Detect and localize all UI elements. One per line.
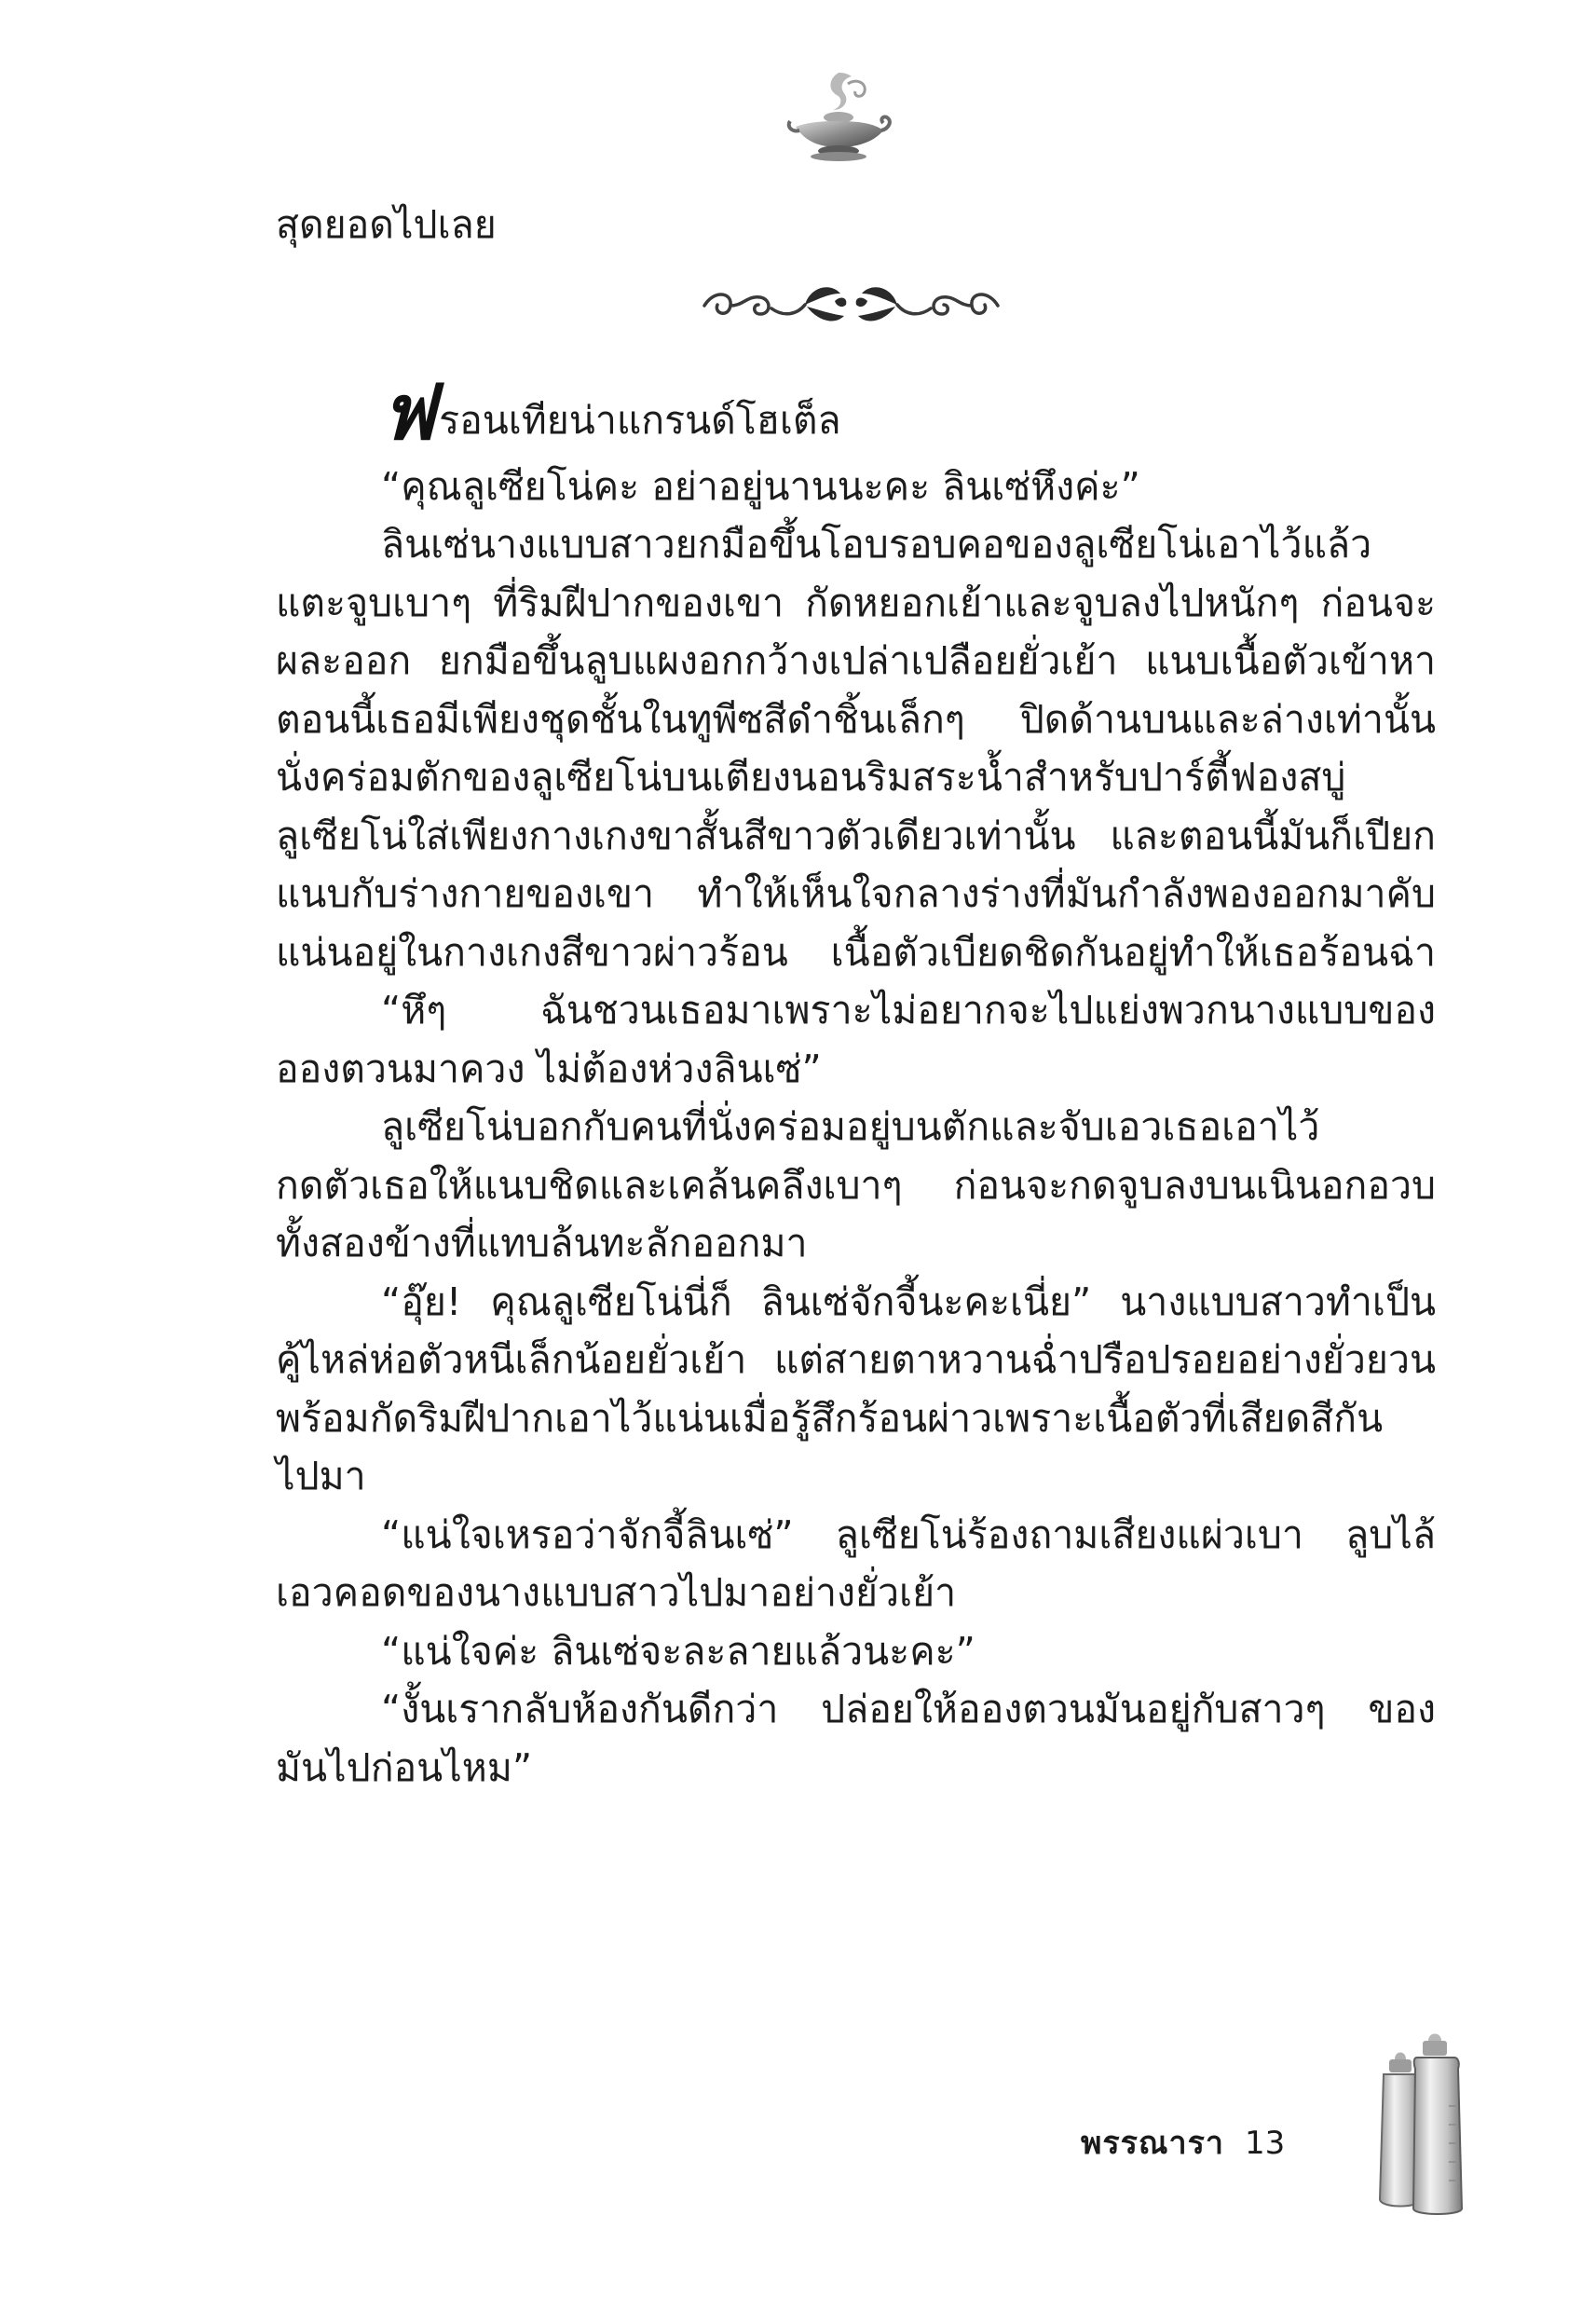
text-line: เอวคอดของนางแบบสาวไปมาอย่างยั่วเย้า	[276, 1570, 957, 1615]
body-text	[276, 196, 1436, 1797]
baby-bottles-icon	[1374, 2031, 1467, 2218]
text-line: กดตัวเธอให้แนบชิดและเคล้นคลึงเบาๆ ก่อนจะกดจูบลงบนเนินอกอวบ	[276, 1162, 1436, 1208]
text-line: แนบกับร่างกายของเขา ทำให้เห็นใจกลางร่างที่มันกำลังพองออกมาคับ	[276, 871, 1436, 916]
text-line: “แน่ใจเหรอว่าจักจี้ลินเซ่” ลูเซียโน่ร้องถามเสียงแผ่วเบา ลูบไล้	[381, 1511, 1436, 1557]
chapter-heading	[276, 367, 1436, 458]
floral-vine-divider-icon	[695, 273, 1007, 338]
text-line: ลูเซียโน่ใส่เพียงกางเกงขาสั้นสีขาวตัวเดียวเท่านั้น และตอนนี้มันก็เปียก	[276, 813, 1436, 858]
section-divider	[276, 254, 1436, 376]
text-line: แน่นอยู่ในกางเกงสีขาวผ่าวร้อน เนื้อตัวเบียดชิดกันอยู่ทำให้เธอร้อนฉ่า	[276, 929, 1436, 975]
text-line: คู้ไหล่ห่อตัวหนีเล็กน้อยยั่วเย้า แต่สายตาหวานฉ่ำปรือปรอยอย่างยั่วยวน	[276, 1337, 1436, 1382]
text-line: “คุณลูเซียโน่คะ อย่าอยู่นานนะคะ ลินเซ่หึงค่ะ”	[381, 463, 1140, 509]
text-line: “หึๆ ฉันชวนเธอมาเพราะไม่อยากจะไปแย่งพวกนางแบบของ	[381, 988, 1436, 1032]
genie-lamp-icon	[783, 65, 894, 168]
text-line: “อุ๊ย! คุณลูเซียโน่นี่ก็ ลินเซ่จักจี้นะคะเนี่ย” นางแบบสาวทำเป็น	[381, 1279, 1436, 1324]
text-line: ผละออก ยกมือขึ้นลูบแผงอกกว้างเปล่าเปลือยยั่วเย้า แนบเนื้อตัวเข้าหา	[276, 638, 1436, 683]
text-line: ตอนนี้เธอมีเพียงชุดชั้นในทูพีซสีดำชิ้นเล็กๆ ปิดด้านบนและล่างเท่านั้น	[276, 696, 1436, 742]
text-line: ลินเซ่นางแบบสาวยกมือขึ้นโอบรอบคอของลูเซียโน่เอาไว้แล้ว	[381, 522, 1372, 567]
text-line: พร้อมกัดริมฝีปากเอาไว้แน่นเมื่อรู้สึกร้อนผ่าวเพราะเนื้อตัวที่เสียดสีกัน	[276, 1395, 1384, 1441]
footer-author: พรรณารา	[1081, 2125, 1224, 2162]
page-footer	[1081, 2115, 1285, 2171]
text-line: อองตวนมาควง ไม่ต้องห่วงลินเซ่”	[276, 1046, 822, 1091]
text-line: “งั้นเรากลับห้องกันดีกว่า ปล่อยให้อองตวนมันอยู่กับสาวๆ ของ	[381, 1687, 1436, 1731]
drop-cap: ฟ	[381, 367, 436, 458]
text-line: สุดยอดไปเลย	[276, 202, 497, 247]
text-line: นั่งคร่อมตักของลูเซียโน่บนเตียงนอนริมสระน้ำสำหรับปาร์ตี้ฟองสบู่	[276, 755, 1346, 800]
text-line: มันไปก่อนไหม”	[276, 1744, 533, 1790]
page-number: 13	[1244, 2125, 1286, 2162]
text-line: ทั้งสองข้างที่แทบล้นทะลักออกมา	[276, 1221, 808, 1265]
text-line: แตะจูบเบาๆ ที่ริมฝีปากของเขา กัดหยอกเย้าและจูบลงไปหนักๆ ก่อนจะ	[276, 580, 1436, 625]
text-line: ไปมา	[276, 1454, 366, 1498]
text-line: “แน่ใจค่ะ ลินเซ่จะละลายแล้วนะคะ”	[381, 1628, 975, 1674]
text-line: ลูเซียโน่บอกกับคนที่นั่งคร่อมอยู่บนตักและจับเอวเธอเอาไว้	[381, 1104, 1320, 1149]
chapter-heading-text: รอนเทียน่าแกรนด์โฮเต็ล	[439, 397, 841, 443]
